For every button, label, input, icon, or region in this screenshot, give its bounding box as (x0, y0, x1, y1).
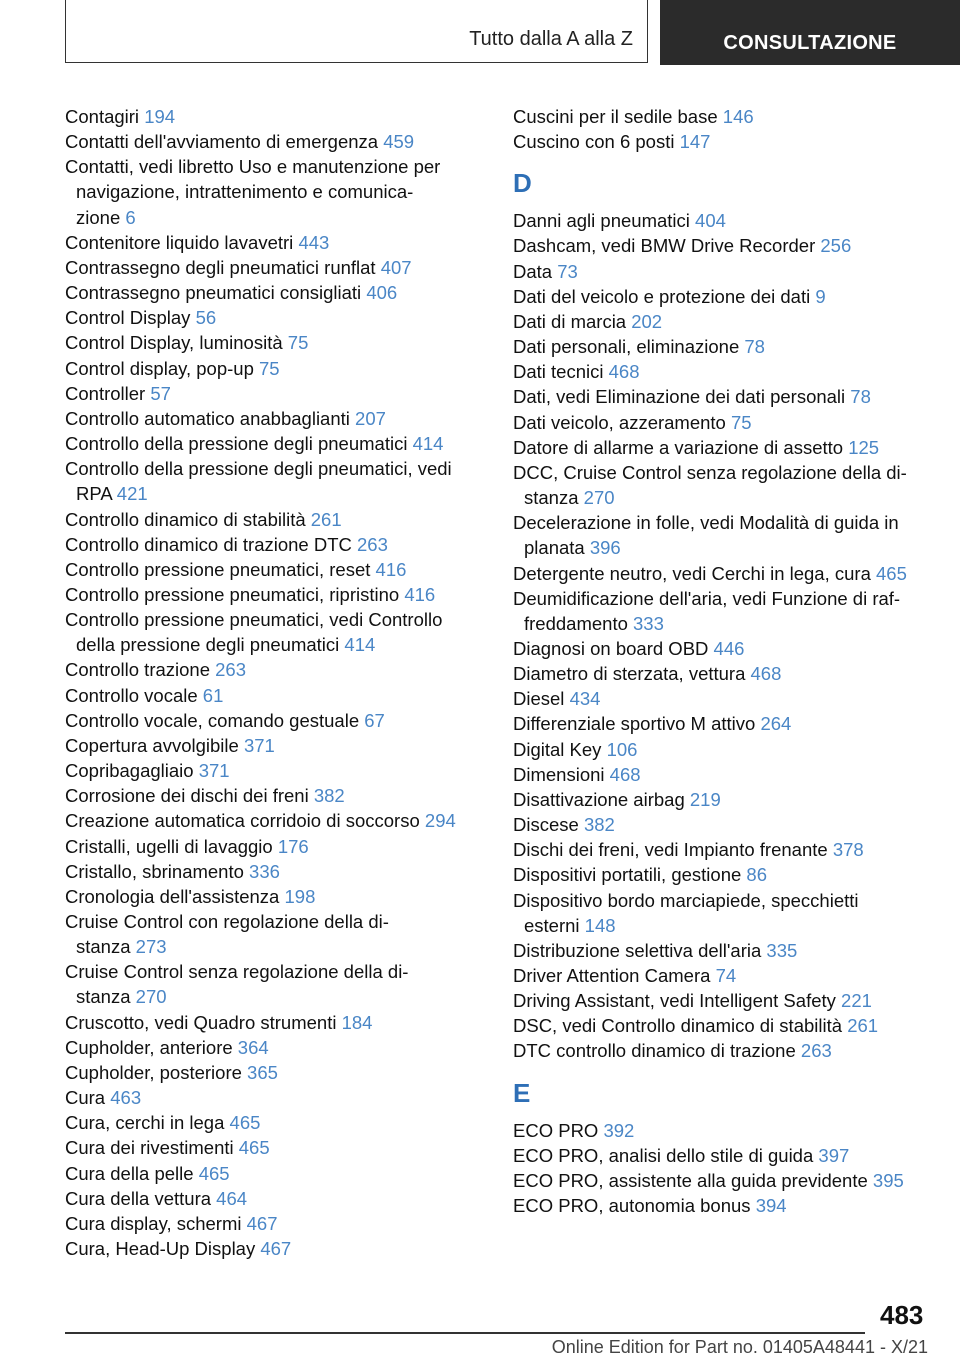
index-entry-text: Cupholder, anteriore (65, 1036, 238, 1058)
page-reference-link[interactable]: 333 (633, 612, 664, 634)
index-entry (513, 1193, 933, 1218)
index-entry-text: Dashcam, vedi BMW Drive Recorder (513, 235, 821, 257)
page-reference-link[interactable]: 207 (355, 407, 386, 429)
index-entry (65, 959, 485, 1009)
index-entry (65, 1135, 485, 1160)
index-entry-text: DTC controllo dinamico di trazione (513, 1040, 801, 1062)
page-reference-link[interactable]: 468 (750, 663, 782, 685)
page-reference-link[interactable]: 221 (841, 990, 872, 1012)
index-entry (65, 1161, 485, 1186)
index-entry-text: Driving Assistant, vedi Intelligent Safety (513, 990, 842, 1012)
index-entry-text: Control Display, luminosità (65, 332, 288, 354)
page-reference-link[interactable]: 395 (872, 1169, 904, 1191)
index-entry-text: Dati, vedi Eliminazione dei dati personali (513, 386, 851, 408)
index-entry-text: Cuscini per il sedile base (513, 106, 723, 127)
index-entry (65, 1085, 485, 1110)
page-reference-link[interactable]: 446 (713, 637, 745, 659)
index-entry-text: Contagiri (65, 106, 145, 127)
page-reference-link[interactable]: 78 (850, 386, 871, 408)
page-reference-link[interactable]: 57 (150, 382, 171, 404)
index-entry-text: freddamento (524, 612, 634, 634)
index-entry-text: Dati veicolo, azzeramento (513, 411, 731, 433)
index-entry (513, 1168, 933, 1193)
index-entry (65, 758, 485, 783)
index-entry (65, 909, 485, 959)
index-entry (513, 686, 933, 711)
page-reference-link[interactable]: 371 (243, 734, 275, 756)
page-reference-link[interactable]: 219 (689, 788, 721, 810)
page-reference-link[interactable]: 176 (277, 835, 309, 857)
page-reference-link[interactable]: 465 (198, 1162, 230, 1184)
index-entry-text: Controllo pressione pneumatici, vedi Controllo (65, 609, 443, 631)
index-entry (65, 532, 485, 557)
index-entry-text: Digital Key (513, 738, 607, 760)
index-entry (513, 636, 933, 661)
index-entry-text: Deumidificazione dell'aria, vedi Funzione di raf- (513, 587, 901, 609)
index-entry-text: navigazione, intrattenimento e comunica- (76, 181, 414, 203)
index-entry (65, 607, 485, 657)
index-entry (513, 988, 933, 1013)
index-entry-text: stanza (76, 986, 136, 1008)
page-reference-link[interactable]: 394 (755, 1195, 787, 1217)
index-entry (65, 884, 485, 909)
index-entry (65, 1010, 485, 1035)
page-reference-link[interactable]: 273 (135, 936, 167, 958)
index-entry (65, 406, 485, 431)
page-reference-link[interactable]: 270 (583, 487, 615, 509)
index-entry-text: RPA (76, 483, 117, 505)
index-entry-text: Cura, cerchi in lega (65, 1112, 230, 1134)
index-entry-text: Distribuzione selettiva dell'aria (513, 939, 767, 961)
index-entry (513, 410, 933, 435)
index-entry-text: Diagnosi on board OBD (513, 637, 714, 659)
page-reference-link[interactable]: 75 (287, 332, 309, 354)
index-entry (65, 1110, 485, 1135)
index-column-right (513, 104, 933, 1218)
index-entry (65, 1186, 485, 1211)
page-reference-link[interactable]: 407 (380, 256, 412, 278)
index-entry (65, 305, 485, 330)
page-reference-link[interactable]: 86 (746, 864, 767, 886)
page-reference-link[interactable]: 382 (313, 785, 345, 807)
index-entry (65, 733, 485, 758)
index-entry-text: Cruise Control senza regolazione della di- (65, 961, 409, 983)
index-entry-text: zione (76, 206, 126, 228)
page-reference-link[interactable]: 198 (284, 885, 316, 907)
page-reference-link[interactable]: 263 (215, 659, 247, 681)
index-entry-text: Contatti, vedi libretto Uso e manutenzione per (65, 156, 441, 178)
page-reference-link[interactable]: 371 (198, 760, 230, 782)
page-reference-link[interactable]: 468 (609, 763, 641, 785)
page-reference-link[interactable]: 463 (110, 1087, 142, 1109)
index-entry-text: Decelerazione in folle, vedi Modalità di guida in (513, 512, 899, 534)
index-letter-heading: E (513, 1077, 531, 1108)
index-entry (513, 661, 933, 686)
page-reference-link[interactable]: 464 (216, 1187, 248, 1209)
index-entry-text: della pressione degli pneumatici (76, 634, 345, 656)
index-entry (513, 208, 933, 233)
index-entry (65, 657, 485, 682)
page-reference-link[interactable]: 465 (238, 1137, 270, 1159)
index-entry-text: stanza (76, 936, 136, 958)
index-entry (513, 812, 933, 837)
index-entry-text: Control Display (65, 307, 196, 329)
index-entry-text: Cura, Head-Up Display (65, 1238, 261, 1260)
index-entry (65, 104, 485, 129)
index-entry-text: Cuscino con 6 posti (513, 131, 680, 153)
page-reference-link[interactable]: 9 (815, 285, 826, 307)
page-reference-link[interactable]: 61 (202, 684, 224, 706)
index-entry-text: Cronologia dell'assistenza (65, 885, 285, 907)
index-entry-text: Controllo automatico anabbaglianti (65, 407, 356, 429)
page-reference-link[interactable]: 146 (722, 106, 754, 127)
page-reference-link[interactable]: 465 (876, 562, 907, 584)
index-entry-text: ECO PRO, assistente alla guida previdente (513, 1169, 873, 1191)
index-entry (65, 431, 485, 456)
index-entry-text: Dimensioni (513, 763, 610, 785)
page-reference-link[interactable]: 365 (247, 1061, 278, 1083)
index-entry (513, 284, 933, 309)
index-entry (65, 154, 485, 229)
index-entry-text: Cura display, schermi (65, 1212, 247, 1234)
page-reference-link[interactable]: 256 (820, 235, 852, 257)
index-entry (513, 233, 933, 258)
index-entry-text: Cura della vettura (65, 1187, 217, 1209)
index-entry (65, 1060, 485, 1085)
index-entry-text: Contrassegno degli pneumatici runflat (65, 256, 381, 278)
index-entry (513, 435, 933, 460)
page-reference-link[interactable]: 261 (310, 508, 342, 530)
page-reference-link[interactable]: 414 (344, 634, 376, 656)
index-entry-text: Cura (65, 1087, 111, 1109)
chapter-tab (660, 0, 960, 65)
index-entry (65, 356, 485, 381)
index-entry (65, 456, 485, 506)
footer-edition-text: Online Edition for Part no. 01405A48441 - X/21 (551, 1337, 928, 1357)
page-reference-link[interactable]: 468 (608, 361, 640, 383)
index-entry (65, 783, 485, 808)
index-entry-text: Danni agli pneumatici (513, 210, 696, 232)
index-entry (513, 104, 933, 129)
page-reference-link[interactable]: 294 (424, 810, 456, 832)
page-reference-link[interactable]: 56 (195, 307, 217, 329)
index-entry-text: Controller (65, 382, 151, 404)
index-entry-text: Cruise Control con regolazione della di- (65, 911, 389, 932)
index-entry (513, 1038, 933, 1063)
page-reference-link[interactable]: 261 (847, 1015, 879, 1037)
index-entry-text: Controllo vocale, comando gestuale (65, 709, 365, 731)
index-entry-text: Dati di marcia (513, 310, 632, 332)
index-entry (65, 1211, 485, 1236)
index-entry (513, 837, 933, 862)
index-entry-text: Cristalli, ugelli di lavaggio (65, 835, 278, 857)
page-reference-link[interactable]: 263 (800, 1040, 832, 1062)
page-reference-link[interactable]: 194 (144, 106, 176, 127)
page-reference-link[interactable]: 434 (569, 688, 601, 710)
page-reference-link[interactable]: 416 (375, 558, 407, 580)
index-entry (513, 510, 933, 560)
index-entry-text: Dischi dei freni, vedi Impianto frenante (513, 839, 833, 861)
page-reference-link[interactable]: 78 (744, 336, 765, 358)
page-reference-link[interactable]: 270 (135, 986, 167, 1008)
page-reference-link[interactable]: 75 (731, 411, 752, 433)
page-reference-link[interactable]: 336 (249, 860, 280, 882)
index-entry (513, 963, 933, 988)
index-entry (65, 129, 485, 154)
index-entry-text: Contenitore liquido lavavetri (65, 231, 299, 253)
index-entry (513, 334, 933, 359)
index-entry (513, 384, 933, 409)
index-entry-text: Diametro di sterzata, vettura (513, 663, 751, 685)
index-entry-text: Dispositivo bordo marciapiede, specchietti (513, 889, 859, 911)
page-reference-link[interactable]: 416 (404, 583, 436, 605)
footer-divider (65, 1332, 865, 1334)
index-entry (65, 708, 485, 733)
page-reference-link[interactable]: 392 (603, 1119, 635, 1141)
index-entry (65, 255, 485, 280)
index-entry-text: ECO PRO (513, 1119, 604, 1141)
index-entry (65, 330, 485, 355)
index-entry-text: DSC, vedi Controllo dinamico di stabilità (513, 1015, 848, 1037)
page-reference-link[interactable]: 396 (589, 537, 621, 559)
index-entry (65, 834, 485, 859)
index-entry (513, 787, 933, 812)
page-reference-link[interactable]: 465 (229, 1112, 261, 1134)
page-reference-link[interactable]: 378 (832, 839, 864, 861)
index-entry (65, 859, 485, 884)
header-frame (65, 0, 648, 63)
page-reference-link[interactable]: 184 (341, 1011, 373, 1033)
page-reference-link[interactable]: 382 (583, 814, 615, 836)
index-entry-text: Controllo trazione (65, 659, 216, 681)
index-entry (65, 808, 485, 833)
index-entry (513, 862, 933, 887)
index-entry (65, 582, 485, 607)
index-entry-text: stanza (524, 487, 584, 509)
index-entry-text: Discese (513, 814, 584, 836)
index-letter-heading: D (513, 168, 532, 199)
page-reference-link[interactable]: 414 (412, 433, 444, 455)
index-entry-text: esterni (524, 914, 585, 936)
index-entry-text: Controllo della pressione degli pneumatici (65, 433, 413, 455)
index-entry (513, 1118, 933, 1143)
index-entry-text: Differenziale sportivo M attivo (513, 713, 761, 735)
page-reference-link[interactable]: 67 (364, 709, 385, 731)
index-entry-text: Detergente neutro, vedi Cerchi in lega, cura (513, 562, 877, 584)
index-entry (513, 888, 933, 938)
page-reference-link[interactable]: 74 (715, 965, 737, 986)
page-reference-link[interactable]: 73 (557, 260, 578, 282)
page-reference-link[interactable]: 75 (259, 357, 280, 379)
page-reference-link[interactable]: 421 (116, 483, 148, 505)
index-entry-text: ECO PRO, analisi dello stile di guida (513, 1144, 819, 1166)
index-entry (65, 280, 485, 305)
index-entry (65, 683, 485, 708)
index-entry (513, 737, 933, 762)
index-entry-text: Controllo vocale (65, 684, 203, 706)
index-entry-text: ECO PRO, autonomia bonus (513, 1195, 756, 1217)
index-entry-text: Datore di allarme a variazione di assetto (513, 436, 849, 458)
index-entry-text: Diesel (513, 688, 570, 710)
index-entry-text: Controllo dinamico di stabilità (65, 508, 311, 530)
index-entry-text: Control display, pop-up (65, 357, 260, 379)
section-title: Tutto dalla A alla Z (469, 28, 633, 50)
index-entry-text: Data (513, 260, 558, 282)
index-entry (65, 1236, 485, 1261)
index-entry-text: Cristallo, sbrinamento (65, 860, 250, 882)
chapter-tab-label: CONSULTAZIONE (723, 32, 897, 54)
index-entry (513, 711, 933, 736)
index-entry (513, 460, 933, 510)
index-entry-text: Dati tecnici (513, 361, 609, 383)
index-entry (513, 762, 933, 787)
index-entry-text: Dispositivi portatili, gestione (513, 864, 747, 886)
index-entry-text: Creazione automatica corridoio di soccorso (65, 810, 425, 832)
index-entry-text: Corrosione dei dischi dei freni (65, 785, 314, 807)
index-entry (513, 561, 933, 586)
index-entry-text: Dati personali, eliminazione (513, 336, 745, 358)
page-reference-link[interactable]: 148 (584, 914, 616, 936)
page-reference-link[interactable]: 443 (298, 231, 330, 253)
page-reference-link[interactable]: 6 (125, 206, 136, 228)
index-entry (65, 381, 485, 406)
index-entry (513, 1143, 933, 1168)
page-reference-link[interactable]: 147 (679, 131, 711, 153)
index-entry (513, 359, 933, 384)
index-entry-text: Cura della pelle (65, 1162, 199, 1184)
page-reference-link[interactable]: 264 (760, 713, 792, 735)
page-reference-link[interactable]: 467 (246, 1212, 278, 1234)
index-entry-text: Cupholder, posteriore (65, 1061, 248, 1083)
index-entry-text: planata (524, 537, 590, 559)
index-entry-text: Contrassegno pneumatici consigliati (65, 282, 367, 304)
index-entry-text: Disattivazione airbag (513, 788, 690, 810)
page-reference-link[interactable]: 106 (606, 738, 638, 760)
index-entry (513, 259, 933, 284)
index-entry (65, 1035, 485, 1060)
page-reference-link[interactable]: 263 (357, 533, 388, 555)
index-entry-text: Controllo della pressione degli pneumatici, vedi (65, 458, 452, 480)
index-entry (513, 938, 933, 963)
index-entry-text: Copribagagliaio (65, 760, 199, 782)
page-reference-link[interactable]: 335 (766, 939, 798, 961)
index-entry (513, 129, 933, 154)
index-entry-text: Controllo pressione pneumatici, ripristino (65, 583, 405, 605)
index-entry (513, 586, 933, 636)
page-number: 483 (880, 1300, 924, 1330)
index-entry-text: Controllo pressione pneumatici, reset (65, 558, 376, 580)
index-entry-text: Cura dei rivestimenti (65, 1137, 239, 1159)
index-entry (513, 309, 933, 334)
index-entry-text: Controllo dinamico di trazione DTC (65, 533, 358, 555)
page-reference-link[interactable]: 467 (260, 1238, 292, 1260)
index-entry (65, 557, 485, 582)
page-reference-link[interactable]: 202 (631, 310, 663, 332)
page-reference-link[interactable]: 459 (383, 131, 415, 153)
index-entry-text: DCC, Cruise Control senza regolazione della di- (513, 461, 907, 483)
index-entry-text: Contatti dell'avviamento di emergenza (65, 131, 384, 153)
index-entry-text: Cruscotto, vedi Quadro strumenti (65, 1011, 342, 1033)
page-reference-link[interactable]: 364 (237, 1036, 269, 1058)
index-entry-text: Copertura avvolgibile (65, 734, 244, 756)
index-entry (65, 230, 485, 255)
page-reference-link[interactable]: 397 (818, 1144, 850, 1166)
index-entry (65, 507, 485, 532)
index-entry-text: Driver Attention Camera (513, 965, 716, 986)
page-reference-link[interactable]: 406 (366, 282, 398, 304)
index-entry-text: Dati del veicolo e protezione dei dati (513, 285, 816, 307)
index-entry (513, 1013, 933, 1038)
index-column-left (65, 104, 485, 1261)
page-reference-link[interactable]: 125 (848, 436, 880, 458)
page-reference-link[interactable]: 404 (695, 210, 726, 232)
